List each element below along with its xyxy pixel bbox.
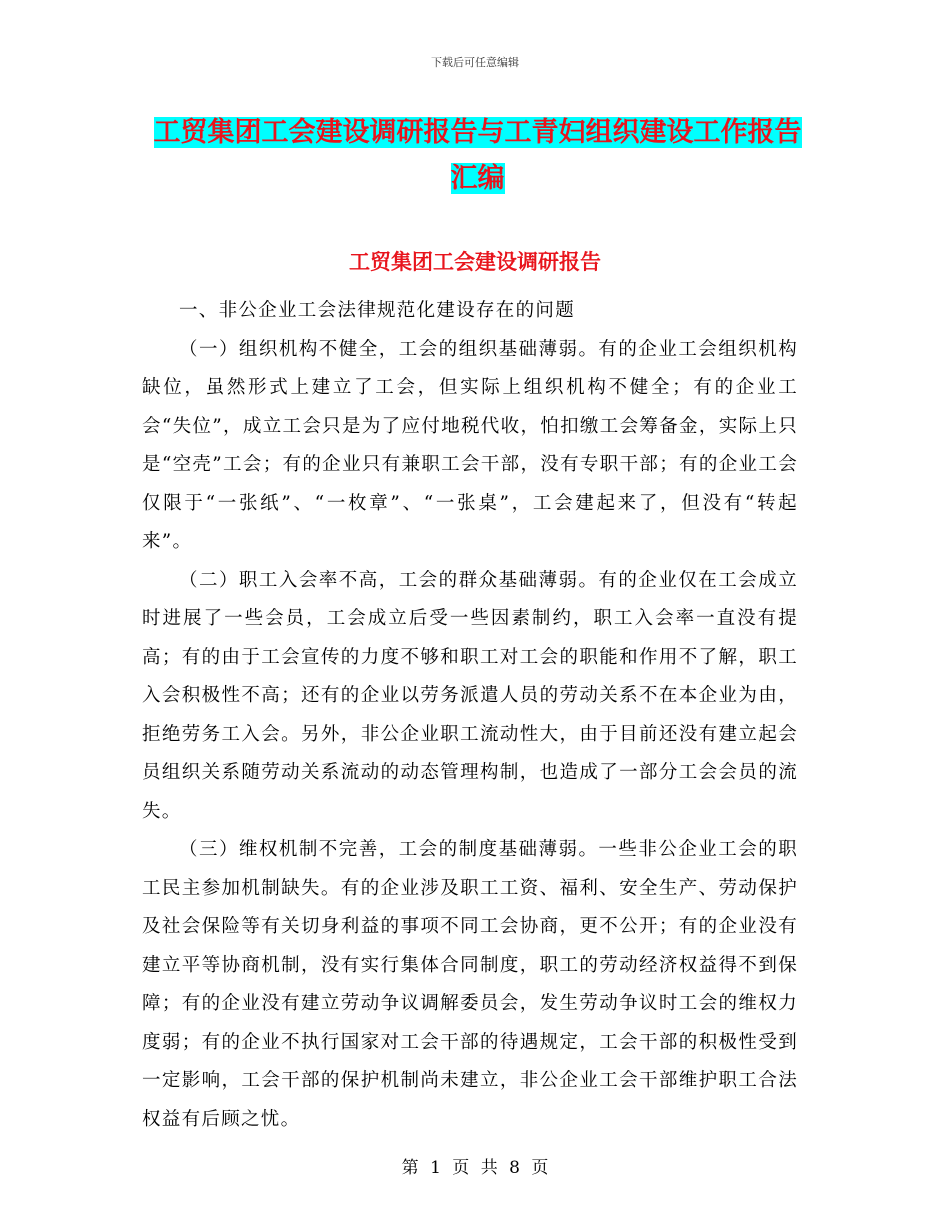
page-footer: 第 1 页 共 8 页 — [401, 1158, 549, 1178]
main-title — [145, 110, 810, 202]
section-heading: 一、非公企业工会法律规范化建设存在的问题 — [179, 300, 576, 321]
body-text — [142, 292, 798, 1139]
main-title-highlight: 工贸集团工会建设调研报告与工青妇组织建设工作报告汇编 — [153, 117, 802, 194]
header-note: 下载后可任意编辑 — [431, 56, 519, 69]
section-title: 工贸集团工会建设调研报告 — [349, 249, 601, 274]
paragraph-1: （一）组织机构不健全，工会的组织基础薄弱。有的企业工会组织机构缺位，虽然形式上建立了工会，但实际上组织机构不健全；有的企业工会“失位”，成立工会只是为了应付地税代收，怕扣缴工会筹备金，实际上只是“空壳”工会；有的企业只有兼职工会干部，没有专职干部；有的企业工会仅限于“一张纸”、“一枚章”、“一张桌”，工会建起来了，但没有“转起来”。 — [142, 338, 798, 552]
paragraph-3: （三）维权机制不完善，工会的制度基础薄弱。一些非公企业工会的职工民主参加机制缺失。有的企业涉及职工工资、福利、安全生产、劳动保护及社会保险等有关切身利益的事项不同工会协商，更不公开；有的企业没有建立平等协商机制，没有实行集体合同制度，职工的劳动经济权益得不到保障；有的企业没有建立劳动争议调解委员会，发生劳动争议时工会的维权力度弱；有的企业不执行国家对工会干部的待遇规定，工会干部的积极性受到一定影响，工会干部的保护机制尚未建立，非公企业工会干部维护职工合法权益有后顾之忧。 — [142, 839, 798, 1130]
paragraph-2: （二）职工入会率不高，工会的群众基础薄弱。有的企业仅在工会成立时进展了一些会员，工会成立后受一些因素制约，职工入会率一直没有提高；有的由于工会宣传的力度不够和职工对工会的职能和作用不了解，职工入会积极性不高；还有的企业以劳务派遣人员的劳动关系不在本企业为由，拒绝劳务工入会。另外，非公企业职工流动性大，由于目前还没有建立起会员组织关系随劳动关系流动的动态管理构制，也造成了一部分工会会员的流失。 — [142, 569, 798, 822]
